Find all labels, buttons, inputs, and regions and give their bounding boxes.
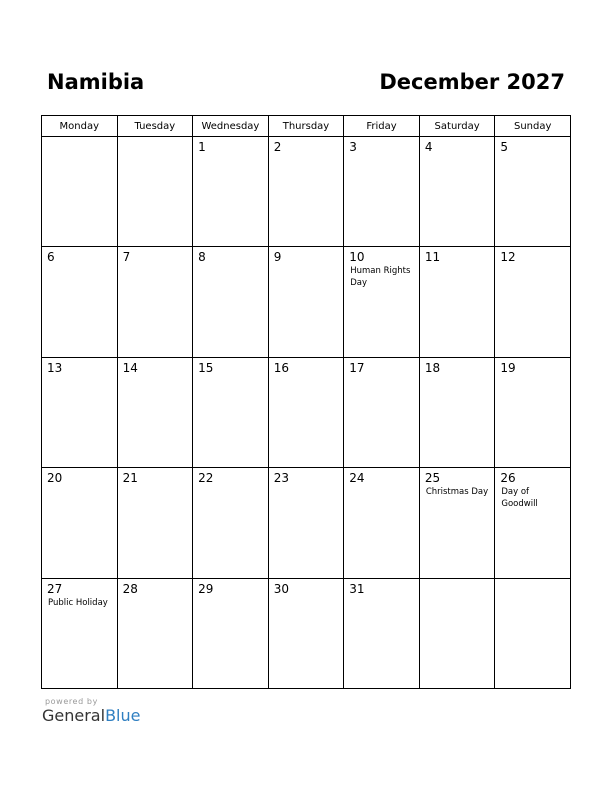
day-number: 7 — [122, 250, 131, 265]
week-row — [42, 137, 571, 247]
day-number: 18 — [424, 360, 441, 375]
day-cell — [419, 357, 495, 467]
day-cell — [419, 137, 495, 247]
day-cell — [117, 357, 193, 467]
day-cell — [193, 578, 269, 688]
week-row — [42, 357, 571, 467]
holiday-label: Human Rights Day — [350, 266, 411, 289]
day-cell — [42, 357, 118, 467]
day-cell — [495, 357, 571, 467]
day-number: 10 — [349, 250, 365, 265]
day-number: 12 — [500, 250, 516, 265]
day-number: 20 — [47, 471, 63, 486]
day-cell — [344, 578, 420, 688]
day-cell — [117, 137, 193, 247]
day-cell — [495, 468, 571, 578]
day-number: 16 — [273, 360, 289, 375]
day-cell — [419, 578, 495, 688]
day-number: 3 — [349, 140, 357, 154]
holiday-label: Public Holiday — [48, 597, 108, 608]
week-row — [42, 247, 571, 357]
day-number: 24 — [349, 471, 365, 486]
day-number: 30 — [273, 581, 289, 596]
generalblue-logo — [42, 706, 140, 726]
day-number: 23 — [273, 471, 289, 486]
day-number: 9 — [273, 250, 282, 265]
day-number: 2 — [273, 140, 282, 154]
day-number: 4 — [424, 140, 433, 154]
day-cell — [193, 247, 269, 357]
calendar-country-title: Namibia — [47, 70, 145, 94]
day-cell — [344, 468, 420, 578]
day-cell — [268, 247, 344, 357]
day-cell — [193, 137, 269, 247]
weekday-header: Sunday — [495, 116, 571, 137]
day-number: 22 — [198, 471, 214, 486]
month-calendar-grid — [41, 115, 571, 689]
day-cell — [344, 137, 420, 247]
day-cell — [117, 578, 193, 688]
day-number: 26 — [500, 471, 516, 486]
day-cell — [117, 247, 193, 357]
holiday-label: Day of Goodwill — [501, 487, 538, 510]
day-cell — [42, 578, 118, 688]
day-cell — [193, 357, 269, 467]
day-number: 29 — [198, 581, 214, 596]
day-cell — [193, 468, 269, 578]
day-number: 13 — [47, 360, 63, 375]
day-number: 28 — [122, 581, 138, 596]
day-cell — [344, 247, 420, 357]
day-number: 17 — [349, 360, 365, 375]
day-cell — [344, 357, 420, 467]
weekday-header: Monday — [42, 116, 118, 137]
logo-general-text: General — [42, 706, 106, 725]
logo-blue-text: Blue — [105, 706, 141, 725]
generalblue-brand[interactable] — [42, 697, 140, 726]
weekday-header-row — [42, 116, 571, 137]
day-cell — [117, 468, 193, 578]
day-number: 1 — [198, 140, 206, 154]
day-number: 19 — [500, 360, 516, 375]
day-number: 27 — [47, 581, 63, 596]
powered-by-label: powered by — [45, 697, 98, 706]
weekday-header: Tuesday — [117, 116, 193, 137]
day-cell — [495, 578, 571, 688]
day-number: 6 — [47, 250, 55, 265]
week-row — [42, 468, 571, 578]
day-number: 25 — [424, 471, 441, 486]
day-number: 15 — [198, 360, 214, 375]
day-number: 31 — [349, 581, 365, 596]
weekday-header: Friday — [344, 116, 420, 137]
day-number: 8 — [198, 250, 206, 265]
day-number: 14 — [122, 360, 138, 375]
week-row — [42, 578, 571, 688]
day-cell — [268, 357, 344, 467]
holiday-label: Christmas Day — [425, 487, 489, 498]
day-number: 21 — [122, 471, 138, 486]
day-cell — [268, 578, 344, 688]
weekday-header: Saturday — [419, 116, 495, 137]
day-cell — [419, 247, 495, 357]
day-number: 11 — [424, 250, 441, 265]
day-cell — [268, 468, 344, 578]
weekday-header: Wednesday — [193, 116, 269, 137]
day-cell — [419, 468, 495, 578]
day-cell — [42, 137, 118, 247]
day-cell — [268, 137, 344, 247]
day-cell — [495, 137, 571, 247]
day-cell — [495, 247, 571, 357]
day-number: 5 — [500, 140, 509, 154]
day-cell — [42, 247, 118, 357]
calendar-month-title: December 2027 — [379, 70, 565, 94]
day-cell — [42, 468, 118, 578]
weekday-header: Thursday — [268, 116, 344, 137]
